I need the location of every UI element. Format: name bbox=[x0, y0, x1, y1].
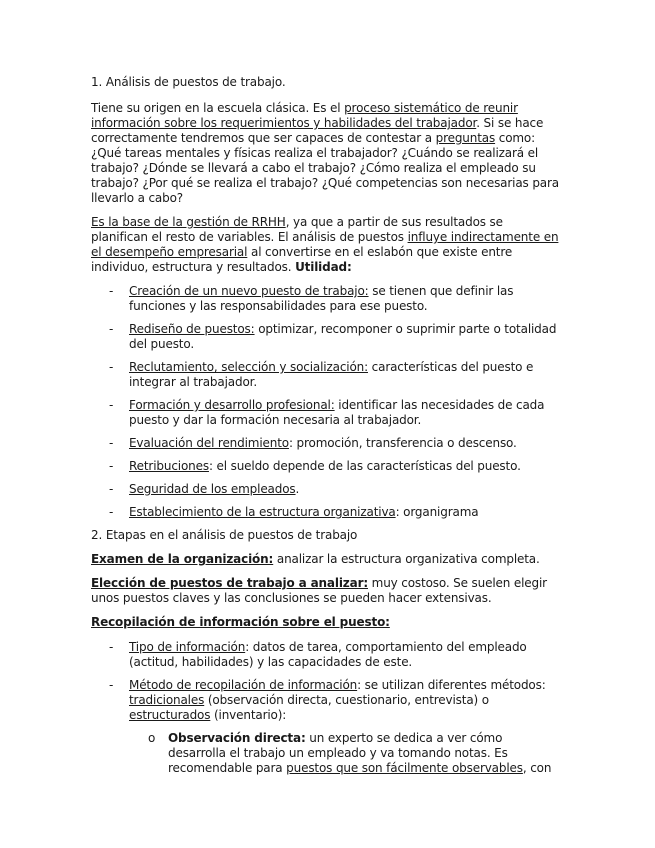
bold-term: Observación directa: bbox=[168, 731, 306, 745]
text: (inventario): bbox=[210, 708, 287, 722]
item-desc: se tienen que definir las funciones y las responsabilidades para ese puesto. bbox=[129, 284, 514, 313]
text: Tiene su origen en la escuela clásica. Es el bbox=[91, 101, 345, 115]
item-desc: optimizar, recomponer o suprimir parte o totalidad del puesto. bbox=[129, 322, 557, 351]
underlined-observables: puestos que son fácilmente observables bbox=[286, 761, 523, 775]
item-term: Evaluación del rendimiento bbox=[129, 436, 289, 450]
item-term: Retribuciones bbox=[129, 459, 209, 473]
recopilacion-list bbox=[91, 640, 563, 723]
item-term: Creación de un nuevo puesto de trabajo: bbox=[129, 284, 369, 298]
text: , con bbox=[522, 761, 552, 775]
item-term: Establecimiento de la estructura organizativa bbox=[129, 505, 396, 519]
underlined-base: Es la base de la gestión de RRHH bbox=[91, 215, 286, 229]
list-item bbox=[91, 459, 563, 474]
list-item bbox=[91, 482, 563, 497]
item-desc: características del puesto e integrar al trabajador. bbox=[129, 360, 534, 389]
text: un experto se dedica a ver cómo desarrolla el trabajo un empleado y va tomando notas. Es recomendable para bbox=[168, 731, 508, 775]
item-desc: . bbox=[295, 482, 300, 496]
underlined-preguntas: preguntas bbox=[435, 131, 496, 145]
paragraph-eleccion bbox=[91, 576, 563, 606]
list-item bbox=[91, 505, 563, 520]
list-item bbox=[91, 360, 563, 390]
item-desc: : el sueldo depende de las características del puesto. bbox=[208, 459, 521, 473]
item-desc: identificar las necesidades de cada puesto y dar la formación necesaria al trabajador. bbox=[129, 398, 545, 427]
bold-underlined-heading: Recopilación de información sobre el puesto: bbox=[91, 615, 390, 629]
section-2-title: 2. Etapas en el análisis de puestos de trabajo bbox=[91, 528, 358, 542]
item-term: Formación y desarrollo profesional: bbox=[129, 398, 335, 412]
item-desc: : organigrama bbox=[395, 505, 479, 519]
text: , ya que a partir de sus resultados se planifican el resto de variables. El análisis de puestos bbox=[91, 215, 503, 244]
text: al convertirse en el eslabón que existe entre individuo, estructura y resultados. bbox=[91, 245, 513, 274]
recopilacion-title bbox=[91, 615, 563, 630]
item-term: Seguridad de los empleados bbox=[129, 482, 296, 496]
item-term: Reclutamiento, selección y socialización: bbox=[129, 360, 368, 374]
item-term: Método de recopilación de información bbox=[129, 678, 358, 692]
item-term: Tipo de información bbox=[129, 640, 246, 654]
sublist-item bbox=[91, 731, 563, 776]
paragraph-base bbox=[91, 215, 563, 275]
underlined-definition: proceso sistemático de reunir información sobre los requerimientos y habilidades del trabajador bbox=[91, 101, 518, 130]
paragraph-origin bbox=[91, 101, 563, 206]
item-term: Rediseño de puestos: bbox=[129, 322, 255, 336]
list-item bbox=[91, 678, 563, 723]
paragraph-examen bbox=[91, 552, 563, 567]
bold-underlined-term: Examen de la organización: bbox=[91, 552, 274, 566]
list-item bbox=[91, 640, 563, 670]
list-item bbox=[91, 322, 563, 352]
list-item bbox=[91, 436, 563, 451]
underlined-estructurados: estructurados bbox=[129, 708, 211, 722]
underlined-influye: influye indirectamente en el desempeño empresarial bbox=[91, 230, 559, 259]
item-desc: : promoción, transferencia o descenso. bbox=[288, 436, 517, 450]
bold-underlined-term: Elección de puestos de trabajo a analizar: bbox=[91, 576, 368, 590]
bold-utilidad: Utilidad: bbox=[295, 260, 352, 274]
list-item bbox=[91, 284, 563, 314]
text: . Si se hace correctamente tendremos que ser capaces de contestar a bbox=[91, 116, 544, 145]
list-item bbox=[91, 398, 563, 428]
item-desc: : datos de tarea, comportamiento del empleado (actitud, habilidades) y las capacidades de este. bbox=[129, 640, 527, 669]
text: analizar la estructura organizativa completa. bbox=[273, 552, 540, 566]
metodo-sublist bbox=[91, 731, 563, 776]
text: como: ¿Qué tareas mentales y físicas realiza el trabajador? ¿Cuándo se realizará el trabajo? ¿Dónde se llevará a cabo el trabajo? ¿Cómo realiza el empleado su trabajo? ¿Por qué se realiza el trabajo? ¿Qué competencias son necesarias para llevarlo a cabo? bbox=[91, 131, 559, 205]
text: (observación directa, cuestionario, entrevista) o bbox=[204, 693, 489, 707]
underlined-tradicionales: tradicionales bbox=[129, 693, 205, 707]
utilidad-list bbox=[91, 284, 563, 520]
section-1-title: 1. Análisis de puestos de trabajo. bbox=[91, 75, 286, 89]
text: : se utilizan diferentes métodos: bbox=[357, 678, 546, 692]
text: muy costoso. Se suelen elegir unos puestos claves y las conclusiones se pueden hacer extensivas. bbox=[91, 576, 547, 605]
